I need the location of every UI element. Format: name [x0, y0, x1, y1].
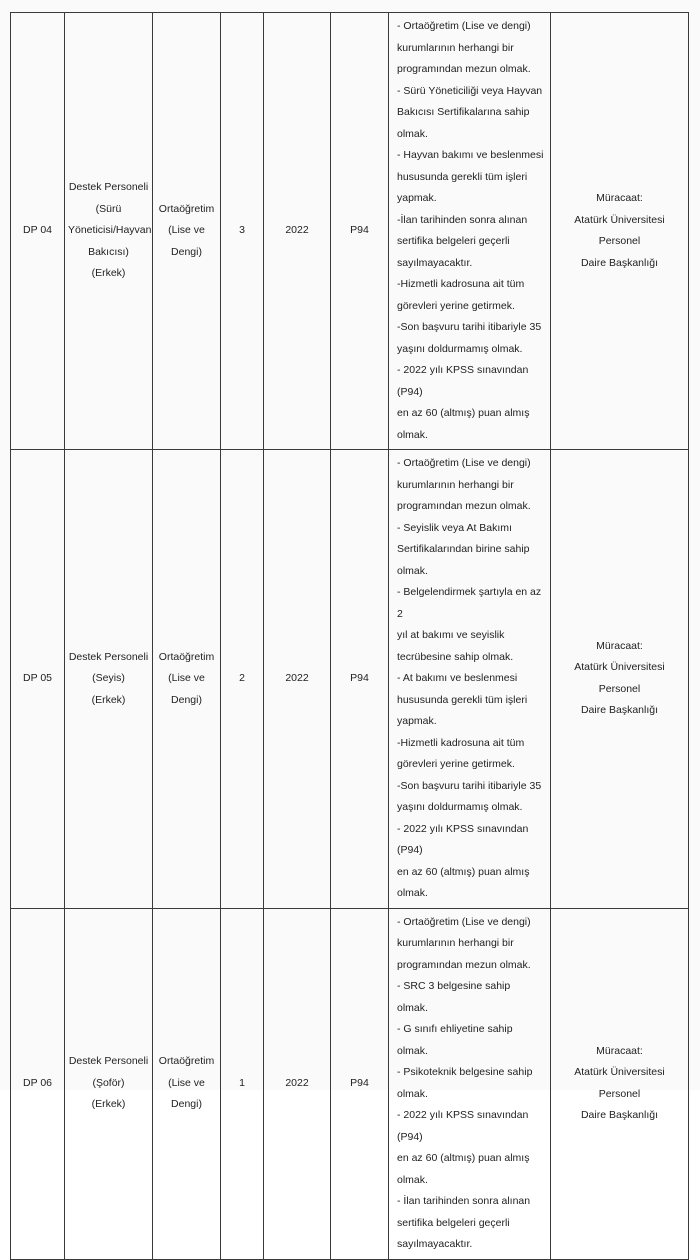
- table-row: [11, 450, 689, 909]
- position-code: DP 05: [11, 450, 65, 909]
- positions-table: [10, 12, 689, 1260]
- score-type: P94: [331, 908, 389, 1259]
- table-row: [11, 13, 689, 450]
- application-info: Müracaat: Atatürk Üniversitesi Personel Daire Başkanlığı: [551, 13, 689, 450]
- score-type: P94: [331, 13, 389, 450]
- position-title: Destek Personeli (Seyis) (Erkek): [65, 450, 153, 909]
- education-level: Ortaöğretim (Lise ve Dengi): [153, 13, 221, 450]
- application-info: Müracaat: Atatürk Üniversitesi Personel Daire Başkanlığı: [551, 908, 689, 1259]
- kpss-year: 2022: [264, 13, 331, 450]
- kpss-year: 2022: [264, 908, 331, 1259]
- requirements: - Ortaöğretim (Lise ve dengi) kurumlarının herhangi bir programından mezun olmak. - Seyislik veya At Bakımı Sertifikalarından birine sahip olmak. - Belgelendirmek şartıyla en az 2 yıl at bakımı ve seyislik tecrübesine sahip olmak. - At bakımı ve beslenmesi hususunda gerekli tüm işleri yapmak. -Hizmetli kadrosuna ait tüm görevleri yerine getirmek. -Son başvuru tarihi itibariyle 35 yaşını doldurmamış olmak. - 2022 yılı KPSS sınavından (P94) en az 60 (altmış) puan almış olmak.: [389, 450, 551, 909]
- table-row: [11, 908, 689, 1259]
- requirements: - Ortaöğretim (Lise ve dengi) kurumlarının herhangi bir programından mezun olmak. - Sürü Yöneticiliği veya Hayvan Bakıcısı Sertifikalarına sahip olmak. - Hayvan bakımı ve beslenmesi hususunda gerekli tüm işleri yapmak. -İlan tarihinden sonra alınan sertifika belgeleri geçerli sayılmayacaktır. -Hizmetli kadrosuna ait tüm görevleri yerine getirmek. -Son başvuru tarihi itibariyle 35 yaşını doldurmamış olmak. - 2022 yılı KPSS sınavından (P94) en az 60 (altmış) puan almış olmak.: [389, 13, 551, 450]
- position-count: 3: [221, 13, 264, 450]
- position-title: Destek Personeli (Şoför) (Erkek): [65, 908, 153, 1259]
- position-code: DP 04: [11, 13, 65, 450]
- kpss-year: 2022: [264, 450, 331, 909]
- score-type: P94: [331, 450, 389, 909]
- education-level: Ortaöğretim (Lise ve Dengi): [153, 908, 221, 1259]
- requirements: - Ortaöğretim (Lise ve dengi) kurumlarının herhangi bir programından mezun olmak. - SRC 3 belgesine sahip olmak. - G sınıfı ehliyetine sahip olmak. - Psikoteknik belgesine sahip olmak. - 2022 yılı KPSS sınavından (P94) en az 60 (altmış) puan almış olmak. - İlan tarihinden sonra alınan sertifika belgeleri geçerli sayılmayacaktır.: [389, 908, 551, 1259]
- position-count: 1: [221, 908, 264, 1259]
- position-count: 2: [221, 450, 264, 909]
- position-title: Destek Personeli (Sürü Yöneticisi/Hayvan Bakıcısı) (Erkek): [65, 13, 153, 450]
- education-level: Ortaöğretim (Lise ve Dengi): [153, 450, 221, 909]
- application-info: Müracaat: Atatürk Üniversitesi Personel Daire Başkanlığı: [551, 450, 689, 909]
- position-code: DP 06: [11, 908, 65, 1259]
